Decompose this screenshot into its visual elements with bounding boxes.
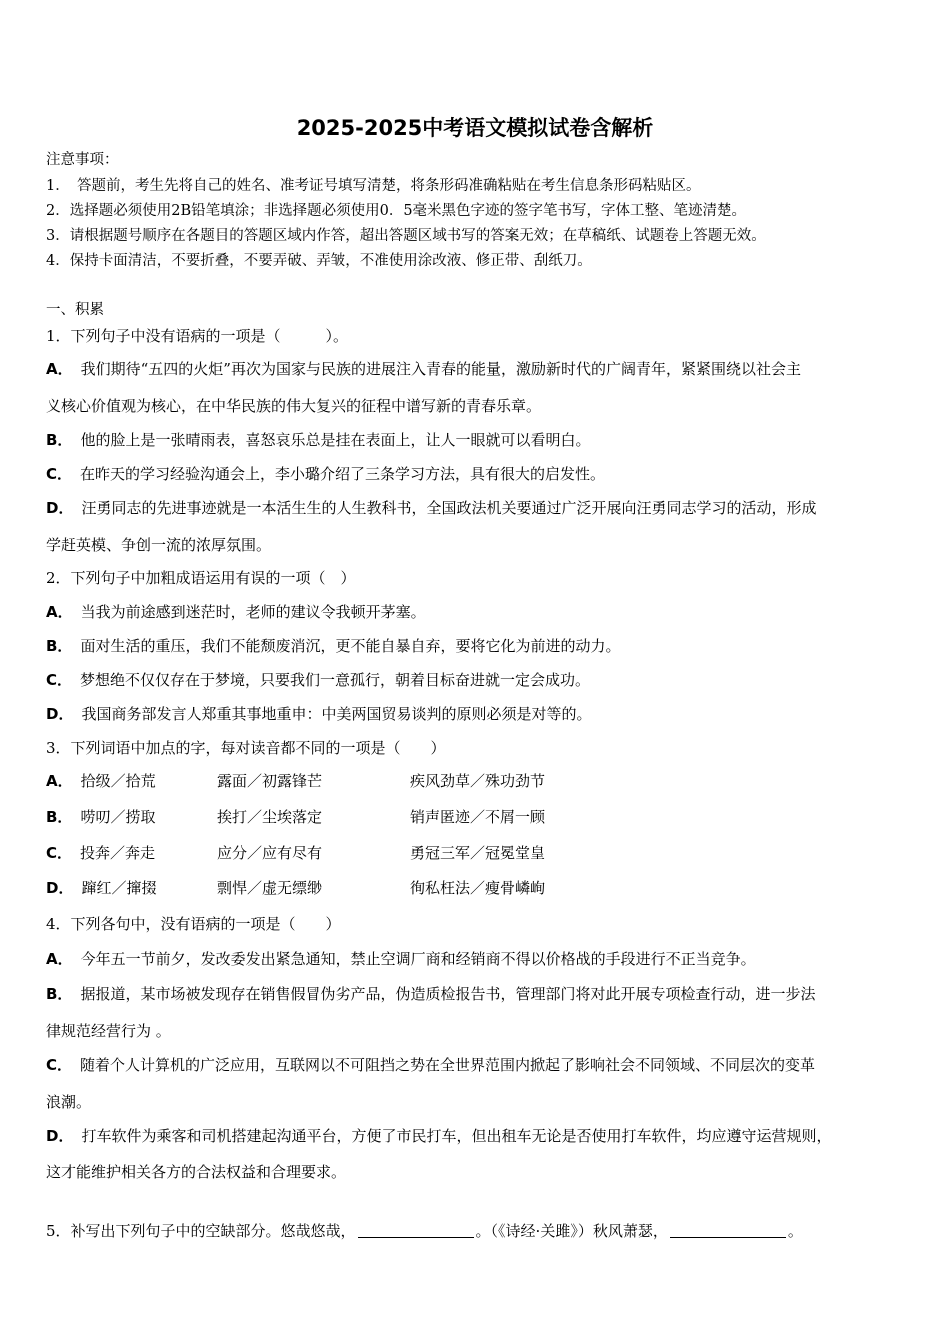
option-label: D． [46, 879, 74, 897]
option-text: 我国商务部发言人郑重其事地重申：中美两国贸易谈判的原则必须是对等的。 [81, 705, 592, 723]
option-label: B． [46, 431, 73, 449]
option-label: D． [46, 499, 74, 517]
option-label: A． [46, 360, 73, 378]
question-3-option-b [46, 807, 155, 827]
option-text: 唠叨／捞取 [80, 808, 156, 826]
option-text: 剽悍／虚无缥缈 [217, 879, 323, 897]
option-label: D． [46, 705, 74, 723]
option-text: 梦想绝不仅仅存在于梦境，只要我们一意孤行，朝着目标奋进就一定会成功。 [80, 671, 591, 689]
option-label: B． [46, 808, 73, 826]
question-4-stem: 4．下列各句中，没有语病的一项是（ ） [46, 915, 341, 933]
option-text: 拾级／拾荒 [80, 772, 156, 790]
note-item: 2．选择题必须使用2B铅笔填涂；非选择题必须使用0．5毫米黑色字迹的签字笔书写，字体工整、笔迹清楚。 [46, 203, 747, 219]
note-item: 3．请根据题号顺序在各题目的答题区域内作答，超出答题区域书写的答案无效；在草稿纸、试题卷上答题无效。 [46, 228, 766, 244]
question-3-option-c [46, 843, 155, 863]
option-text: 我们期待“五四的火炬”再次为国家与民族的进展注入青春的能量，激励新时代的广阔青年，紧紧围绕以社会主 [80, 360, 801, 378]
option-text: 面对生活的重压，我们不能颓废消沉，更不能自暴自弃，要将它化为前进的动力。 [80, 637, 621, 655]
option-text: 销声匿迹／不屑一顾 [410, 808, 546, 826]
question-2-option-d [46, 704, 591, 724]
question-1-option-b [46, 430, 590, 450]
note-item: 1． 答题前，考生先将自己的姓名、准考证号填写清楚，将条形码准确粘贴在考生信息条形码粘贴区。 [46, 178, 701, 194]
question-1-stem: 1．下列句子中没有语病的一项是（ ）。 [46, 327, 349, 345]
section-heading: 一、积累 [46, 302, 104, 318]
question-3-option-a [46, 771, 156, 791]
question-2-option-a [46, 602, 426, 622]
page-title: 2025-2025中考语文模拟试卷含解析 [296, 116, 654, 140]
option-label: C． [46, 465, 73, 483]
option-text: 今年五一节前夕，发改委发出紧急通知，禁止空调厂商和经销商不得以价格战的手段进行不正当竞争。 [80, 950, 756, 968]
question-4-option-b [46, 984, 815, 1004]
option-label: D． [46, 1127, 74, 1145]
option-text-continued: 学赶英模、争创一流的浓厚氛围。 [46, 536, 272, 554]
option-text: 随着个人计算机的广泛应用，互联网以不可阻挡之势在全世界范围内掀起了影响社会不同领域、不同层次的变革 [80, 1056, 816, 1074]
option-label: B． [46, 985, 73, 1003]
option-text: 在昨天的学习经验沟通会上，李小璐介绍了三条学习方法，具有很大的启发性。 [80, 465, 606, 483]
question-1-option-c [46, 464, 605, 484]
note-item: 4．保持卡面清洁，不要折叠，不要弄破、弄皱，不准使用涂改液、修正带、刮纸刀。 [46, 253, 592, 269]
question-3-option-d [46, 878, 156, 898]
option-text: 汪勇同志的先进事迹就是一本活生生的人生教科书，全国政法机关要通过广泛开展向汪勇同志学习的活动，形成 [81, 499, 817, 517]
option-label: C． [46, 844, 73, 862]
option-text-continued: 义核心价值观为核心，在中华民族的伟大复兴的征程中谱写新的青春乐章。 [46, 397, 542, 415]
option-text: 应分／应有尽有 [217, 844, 323, 862]
option-label: B． [46, 637, 73, 655]
option-text: 打车软件为乘客和司机搭建起沟通平台，方便了市民打车，但出租车无论是否使用打车软件，均应遵守运营规则， [81, 1127, 832, 1145]
option-text: 投奔／奔走 [80, 844, 156, 862]
option-text: 勇冠三军／冠冕堂皇 [410, 844, 546, 862]
question-2-option-b [46, 636, 620, 656]
option-text: 徇私枉法／瘦骨嶙峋 [410, 879, 546, 897]
option-text: 当我为前途感到迷茫时，老师的建议令我顿开茅塞。 [80, 603, 426, 621]
option-label: A． [46, 603, 73, 621]
option-label: A． [46, 950, 73, 968]
question-4-option-c [46, 1055, 815, 1075]
option-text-continued: 这才能维护相关各方的合法权益和合理要求。 [46, 1163, 347, 1181]
option-text: 蹿红／撺掇 [81, 879, 157, 897]
option-text: 露面／初露锋芒 [217, 772, 323, 790]
option-text: 据报道，某市场被发现存在销售假冒伪劣产品，伪造质检报告书，管理部门将对此开展专项检查行动，进一步法 [80, 985, 816, 1003]
question-5-text: 。 [787, 1222, 803, 1240]
question-2-stem: 2．下列句子中加粗成语运用有误的一项（ ） [46, 569, 356, 587]
question-5-text: 5．补写出下列句子中的空缺部分。悠哉悠哉， [46, 1222, 356, 1240]
option-text-continued: 浪潮。 [46, 1093, 92, 1111]
option-label: C． [46, 671, 73, 689]
answer-blank[interactable] [358, 1223, 474, 1238]
option-text: 他的脸上是一张晴雨表，喜怒哀乐总是挂在表面上，让人一眼就可以看明白。 [80, 431, 591, 449]
option-label: A． [46, 772, 73, 790]
question-1-option-d [46, 498, 816, 518]
question-4-option-a [46, 949, 756, 969]
option-text: 挨打／尘埃落定 [217, 808, 323, 826]
question-5 [46, 1221, 803, 1241]
question-1-option-a [46, 359, 801, 379]
question-4-option-d [46, 1126, 831, 1146]
notes-heading: 注意事项： [46, 152, 119, 168]
option-text-continued: 律规范经营行为 。 [46, 1022, 171, 1040]
option-text: 疾风劲草／殊功劲节 [410, 772, 546, 790]
question-2-option-c [46, 670, 590, 690]
question-3-stem: 3．下列词语中加点的字，每对读音都不同的一项是（ ） [46, 739, 446, 757]
question-5-text: 。（《诗经·关雎》）秋风萧瑟， [475, 1222, 668, 1240]
option-label: C． [46, 1056, 73, 1074]
answer-blank[interactable] [670, 1223, 786, 1238]
